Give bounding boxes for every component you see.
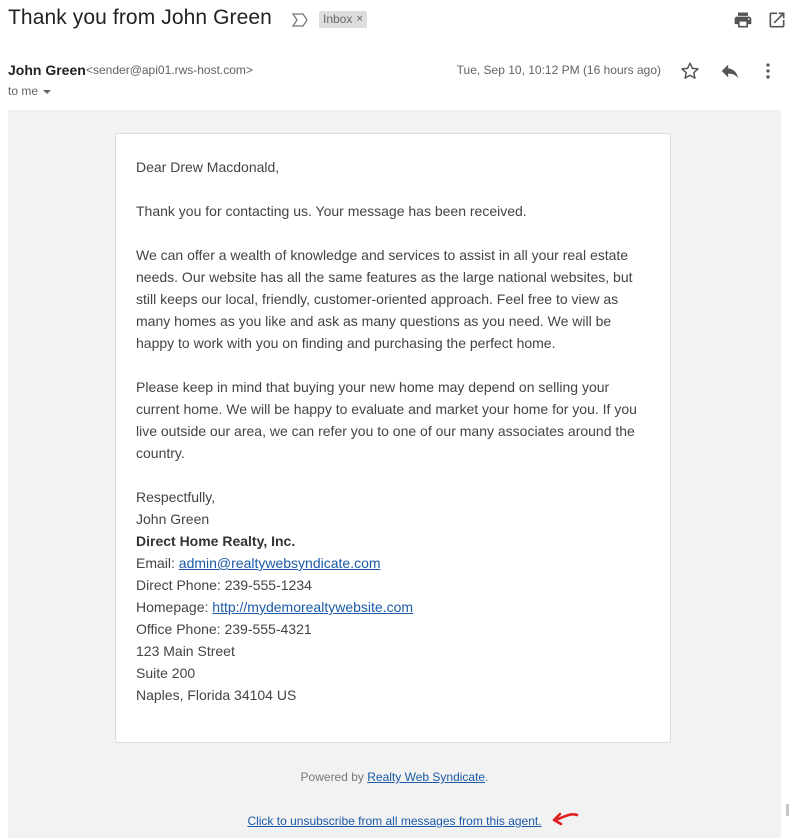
- signature-block: [136, 486, 650, 706]
- homepage-link[interactable]: http://mydemorealtywebsite.com: [212, 599, 414, 615]
- reply-icon[interactable]: [719, 60, 741, 82]
- email-subject: Thank you from John Green: [8, 6, 272, 29]
- body-paragraph: Please keep in mind that buying your new home may depend on selling your current home. We will be happy to evaluate and market your home for you. If you live outside our area, we can refer you to one of our many associates around the country.: [136, 379, 637, 461]
- signature-homepage-line: [136, 596, 650, 618]
- signature-closing: Respectfully,: [136, 489, 216, 505]
- unsubscribe-link[interactable]: Click to unsubscribe from all messages from this agent.: [247, 814, 542, 828]
- powered-by-prefix: Powered by: [300, 770, 368, 784]
- powered-by-footer: [8, 770, 781, 784]
- body-paragraph: We can offer a wealth of knowledge and services to assist in all your real estate needs. Our website has all the same features as the large national websites, but still keeps our local, friendly, customer-oriented approach. Feel free to view as many homes as you like and ask as many questions as you need. We will be happy to work with you on finding and purchasing the perfect home.: [136, 247, 633, 351]
- sender-row: [8, 62, 781, 82]
- remove-label-button[interactable]: ×: [356, 13, 363, 25]
- signature-email-line: [136, 552, 650, 574]
- body-paragraph: Thank you for contacting us. Your message has been received.: [136, 203, 527, 219]
- subject-row: [8, 6, 781, 34]
- signature-direct-phone: Direct Phone: 239-555-1234: [136, 577, 312, 593]
- chevron-down-icon: [43, 90, 51, 94]
- email-link[interactable]: admin@realtywebsyndicate.com: [178, 555, 381, 571]
- red-arrow-icon: [551, 810, 579, 828]
- recipients-toggle[interactable]: [8, 84, 51, 98]
- signature-office-phone: Office Phone: 239-555-4321: [136, 621, 312, 637]
- inbox-label-chip[interactable]: [319, 11, 367, 28]
- star-icon[interactable]: [679, 60, 701, 82]
- signature-address-line2: Suite 200: [136, 665, 196, 681]
- email-date: Tue, Sep 10, 10:12 PM (16 hours ago): [456, 63, 661, 77]
- realty-web-syndicate-link[interactable]: Realty Web Syndicate: [367, 770, 486, 784]
- open-in-new-window-icon[interactable]: [767, 10, 787, 30]
- sender-email: <sender@api01.rws-host.com>: [86, 63, 253, 77]
- email-body-background: [8, 110, 781, 838]
- greeting: Dear Drew Macdonald,: [136, 159, 280, 175]
- email-label: Email:: [136, 555, 179, 571]
- signature-name: John Green: [136, 511, 210, 527]
- signature-address-line3: Naples, Florida 34104 US: [136, 687, 297, 703]
- inbox-label: Inbox: [323, 12, 353, 26]
- unsubscribe-footer: [8, 814, 781, 828]
- important-marker-icon[interactable]: [292, 13, 308, 27]
- signature-address-line1: 123 Main Street: [136, 643, 235, 659]
- more-vert-icon[interactable]: [757, 60, 779, 82]
- print-icon[interactable]: [733, 10, 753, 30]
- homepage-label: Homepage:: [136, 599, 213, 615]
- sender-name: John Green: [8, 62, 86, 78]
- email-body-card: [115, 133, 671, 743]
- signature-company: Direct Home Realty, Inc.: [136, 533, 296, 549]
- powered-by-suffix: .: [485, 770, 489, 784]
- to-me-label: to me: [8, 84, 39, 98]
